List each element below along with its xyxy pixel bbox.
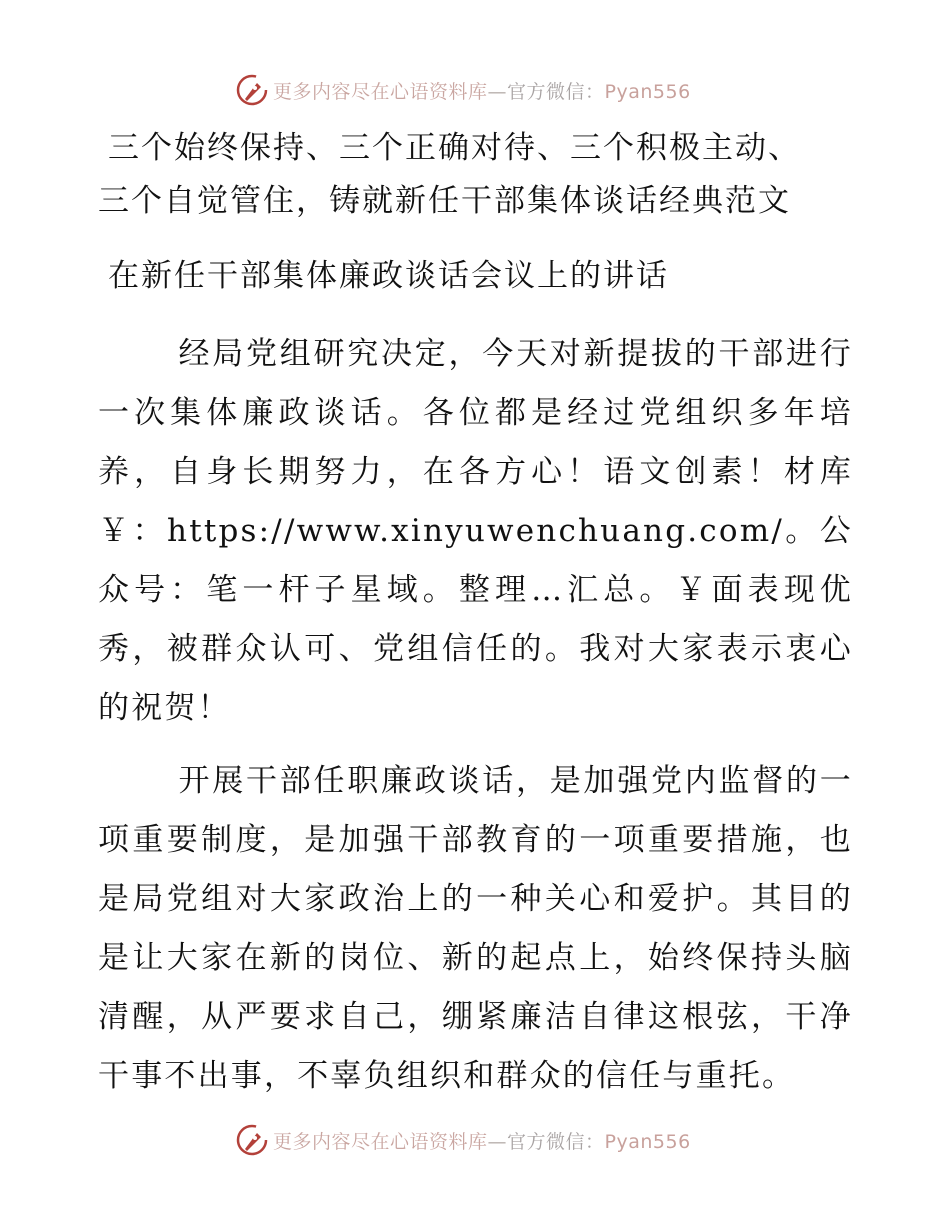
banner-dash: —	[487, 80, 508, 103]
paragraph-1	[98, 325, 853, 738]
banner-text	[273, 1127, 691, 1154]
footer-banner	[0, 1120, 950, 1160]
subtitle: 在新任干部集体廉政谈话会议上的讲话	[108, 258, 669, 294]
title-line-2: 三个自觉管住，铸就新任干部集体谈话经典范文	[98, 183, 791, 219]
pen-nib-logo-icon	[235, 73, 269, 107]
pen-nib-logo-icon	[235, 1123, 269, 1157]
banner-wechat-id: Pyan556	[604, 1130, 691, 1153]
banner-dash: —	[487, 1130, 508, 1153]
paragraph-1-text: 经局党组研究决定，今天对新提拔的干部进行一次集体廉政谈话。各位都是经过党组织多年培养，自身长期努力，在各方心！语文创素！材库￥：https://www.xinyuwenchuang.com/。公众号：笔一杆子星域。整理…汇总。￥面表现优秀，被群众认可、党组信任的。我对大家表示衷心的祝贺！	[98, 336, 853, 726]
paragraph-2-text: 开展干部任职廉政谈话，是加强党内监督的一项重要制度，是加强干部教育的一项重要措施，也是局党组对大家政治上的一种关心和爱护。其目的是让大家在新的岗位、新的起点上，始终保持头脑清醒，从严要求自己，绷紧廉洁自律这根弦，干净干事不出事，不辜负组织和群众的信任与重托。	[98, 763, 853, 1094]
banner-text	[273, 77, 691, 104]
banner-main-text: 更多内容尽在心语资料库	[273, 1130, 488, 1153]
banner-wechat-label: 官方微信：	[507, 1130, 605, 1153]
title-line-1: 三个始终保持、三个正确对待、三个积极主动、	[108, 130, 801, 166]
banner-main-text: 更多内容尽在心语资料库	[273, 80, 488, 103]
banner-content	[235, 70, 691, 110]
paragraph-2	[98, 752, 853, 1106]
banner-wechat-label: 官方微信：	[507, 80, 605, 103]
banner-wechat-id: Pyan556	[604, 80, 691, 103]
header-banner	[0, 70, 950, 110]
banner-content	[235, 1120, 691, 1160]
